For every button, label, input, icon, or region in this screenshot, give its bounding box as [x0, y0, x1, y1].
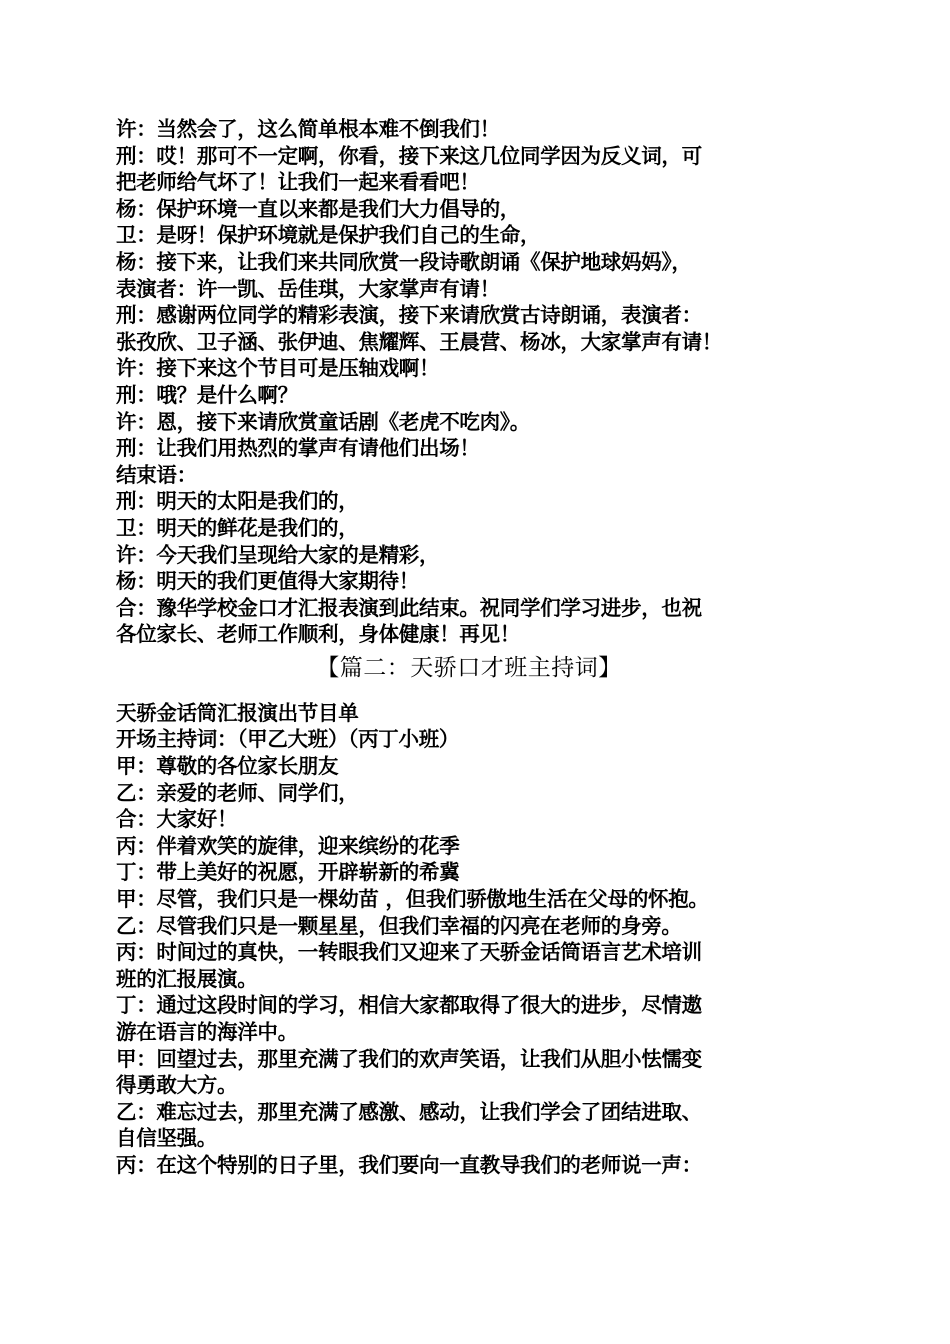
text-line: 杨：保护环境一直以来都是我们大力倡导的， — [116, 196, 520, 221]
text-line: 卫：明天的鲜花是我们的， — [116, 515, 359, 540]
text-line: 甲：回望过去，那里充满了我们的欢声笑语，让我们从胆小怯懦变 — [116, 1046, 702, 1071]
text-line: 丁：通过这段时间的学习，相信大家都取得了很大的进步，尽情遨 — [116, 993, 702, 1018]
document-page — [116, 116, 822, 1179]
text-line: 许：接下来这个节目可是压轴戏啊！ — [116, 356, 440, 381]
text-line: 天骄金话筒汇报演出节目单 — [116, 700, 359, 725]
text-line: 刑：明天的太阳是我们的， — [116, 489, 359, 514]
text-line: 许：今天我们呈现给大家的是精彩， — [116, 542, 440, 567]
text-line: 刑：哎！那可不一定啊，你看，接下来这几位同学因为反义词，可 — [116, 143, 702, 168]
text-line: 表演者：许一凯、岳佳琪，大家掌声有请！ — [116, 276, 500, 301]
text-line: 杨：接下来，让我们来共同欣赏一段诗歌朗诵《保护地球妈妈》， — [116, 249, 692, 274]
text-line: 开场主持词：（甲乙大班）（丙丁小班） — [116, 727, 460, 752]
text-line: 刑：感谢两位同学的精彩表演，接下来请欣赏古诗朗诵，表演者： — [116, 303, 702, 328]
text-line: 自信坚强。 — [116, 1126, 217, 1151]
text-line: 丁：带上美好的祝愿，开辟崭新的希冀 — [116, 860, 460, 885]
text-line: 卫：是呀！保护环境就是保护我们自己的生命， — [116, 223, 541, 248]
text-line: 杨：明天的我们更值得大家期待！ — [116, 569, 419, 594]
text-line: 甲：尽管，我们只是一棵幼苗 ，但我们骄傲地生活在父母的怀抱。 — [116, 887, 709, 912]
text-line: 甲：尊敬的各位家长朋友 — [116, 754, 339, 779]
section-heading: 【篇二：天骄口才班主持词】 — [316, 654, 622, 681]
text-line: 乙：亲爱的老师、同学们， — [116, 780, 359, 805]
text-line: 丙：伴着欢笑的旋律，迎来缤纷的花季 — [116, 833, 460, 858]
section-one — [116, 116, 822, 648]
text-line: 班的汇报展演。 — [116, 966, 258, 991]
text-line: 游在语言的海洋中。 — [116, 1020, 298, 1044]
text-line: 丙：时间过的真快，一转眼我们又迎来了天骄金话筒语言艺术培训 — [116, 940, 702, 965]
section-two — [116, 700, 822, 1179]
text-line: 丙：在这个特别的日子里，我们要向一直教导我们的老师说一声： — [116, 1152, 702, 1177]
text-line: 刑：哦？是什么啊？ — [116, 382, 298, 407]
text-line: 张孜欣、卫子涵、张伊迪、焦耀辉、王晨营、杨冰，大家掌声有请！ — [116, 329, 722, 354]
text-line: 得勇敢大方。 — [116, 1073, 238, 1098]
text-line: 许：恩，接下来请欣赏童话剧《老虎不吃肉》。 — [116, 409, 530, 434]
text-line: 结束语： — [116, 462, 197, 487]
text-line: 刑：让我们用热烈的掌声有请他们出场！ — [116, 436, 480, 461]
text-line: 各位家长、老师工作顺利，身体健康！再见！ — [116, 622, 520, 647]
text-line: 合：大家好！ — [116, 807, 238, 832]
text-line: 把老师给气坏了！让我们一起来看看吧！ — [116, 170, 480, 195]
text-line: 合：豫华学校金口才汇报表演到此结束。祝同学们学习进步，也祝 — [116, 595, 702, 620]
text-line: 许：当然会了，这么简单根本难不倒我们！ — [116, 117, 500, 141]
text-line: 乙：难忘过去，那里充满了感激、感动，让我们学会了团结进取、 — [116, 1099, 702, 1124]
text-line: 乙：尽管我们只是一颗星星，但我们幸福的闪亮在老师的身旁。 — [116, 913, 682, 938]
